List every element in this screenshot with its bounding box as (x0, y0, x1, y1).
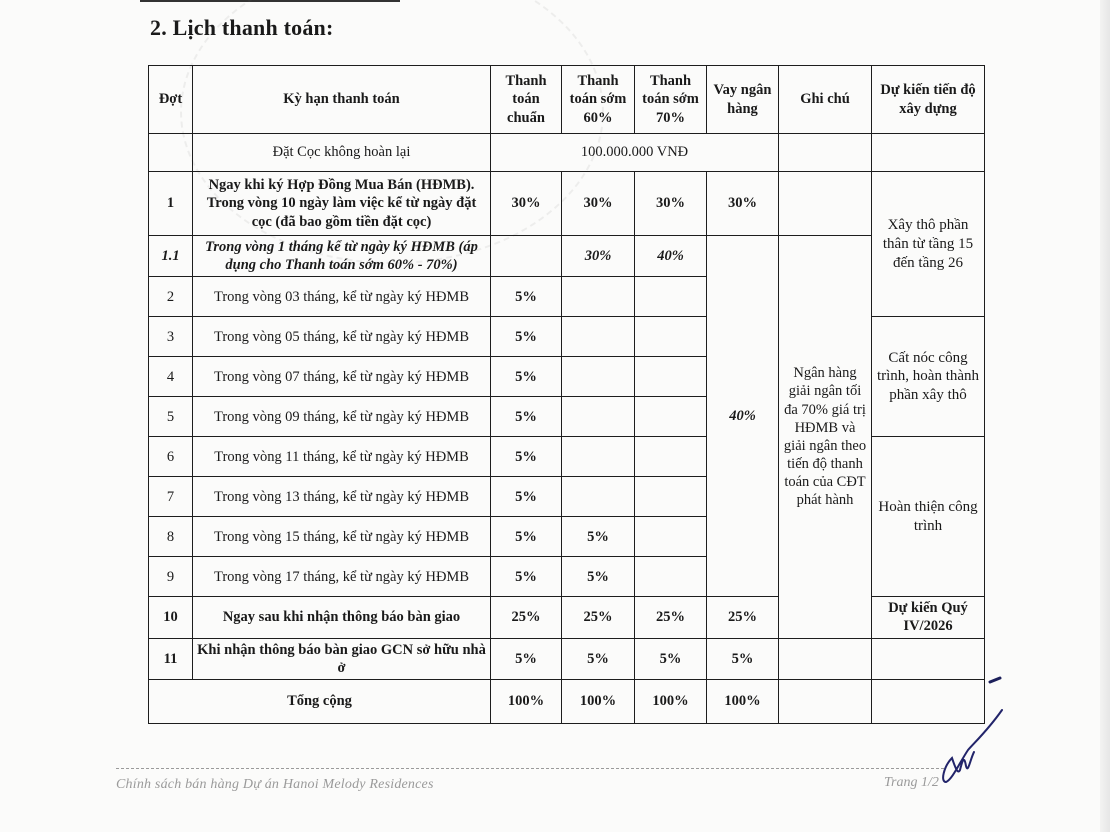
row-phase: 1.1 (149, 236, 193, 277)
row-early60 (562, 397, 635, 437)
row-term: Trong vòng 13 tháng, kể từ ngày ký HĐMB (193, 477, 491, 517)
row-note-empty (779, 172, 872, 236)
total-row (149, 679, 985, 723)
table-row (149, 236, 985, 277)
row-term: Trong vòng 15 tháng, kể từ ngày ký HĐMB (193, 517, 491, 557)
row-standard: 30% (491, 172, 562, 236)
header-row (149, 66, 985, 134)
row-standard: 5% (491, 277, 562, 317)
row-standard: 5% (491, 557, 562, 597)
row-standard: 5% (491, 357, 562, 397)
row-early60: 30% (562, 236, 635, 277)
header-note: Ghi chú (779, 66, 872, 134)
row-early60: 30% (562, 172, 635, 236)
row-standard: 5% (491, 638, 562, 679)
row-phase: 3 (149, 317, 193, 357)
row-phase: 2 (149, 277, 193, 317)
footer-page-number: Trang 1/2 (884, 775, 939, 790)
row-early60 (562, 317, 635, 357)
row-term: Ngay sau khi nhận thông báo bàn giao (193, 597, 491, 638)
row-bank-loan: 30% (707, 172, 779, 236)
row-term: Khi nhận thông báo bàn giao GCN sở hữu nhà ở (193, 638, 491, 679)
header-phase: Đợt (149, 66, 193, 134)
header-standard: Thanh toán chuẩn (491, 66, 562, 134)
row-term: Trong vòng 03 tháng, kể từ ngày ký HĐMB (193, 277, 491, 317)
row-term: Trong vòng 07 tháng, kể từ ngày ký HĐMB (193, 357, 491, 397)
row-standard: 25% (491, 597, 562, 638)
signature-icon (930, 670, 1010, 790)
row-early70 (635, 277, 707, 317)
row-early60: 5% (562, 557, 635, 597)
total-standard: 100% (491, 679, 562, 723)
progress-group-finishing: Hoàn thiện công trình (872, 437, 985, 597)
header-early60: Thanh toán sớm 60% (562, 66, 635, 134)
row-early70 (635, 357, 707, 397)
row-early60: 5% (562, 517, 635, 557)
row-phase: 6 (149, 437, 193, 477)
row-standard: 5% (491, 317, 562, 357)
row-phase: 10 (149, 597, 193, 638)
table-row (149, 172, 985, 236)
deposit-phase (149, 134, 193, 172)
row-early70 (635, 437, 707, 477)
header-term: Kỳ hạn thanh toán (193, 66, 491, 134)
total-label: Tổng cộng (149, 679, 491, 723)
row-early70: 5% (635, 638, 707, 679)
row-phase: 7 (149, 477, 193, 517)
row-early60: 25% (562, 597, 635, 638)
footer-document-title: Chính sách bán hàng Dự án Hanoi Melody Residences (116, 777, 434, 792)
row-early60: 5% (562, 638, 635, 679)
progress-group-rough-construction: Xây thô phần thân từ tầng 15 đến tầng 26 (872, 172, 985, 317)
row-early70: 30% (635, 172, 707, 236)
row-phase: 5 (149, 397, 193, 437)
row-early60 (562, 477, 635, 517)
note-merged: Ngân hàng giải ngân tối đa 70% giá trị HĐMB và giải ngân theo tiến độ thanh toán của CĐT phát hành (779, 236, 872, 639)
deposit-label: Đặt Cọc không hoàn lại (193, 134, 491, 172)
page-edge (1100, 0, 1110, 832)
deposit-note (779, 134, 872, 172)
row-term: Ngay khi ký Hợp Đồng Mua Bán (HĐMB). Trong vòng 10 ngày làm việc kể từ ngày đặt cọc (đã bao gồm tiền đặt cọc) (193, 172, 491, 236)
row-early70: 40% (635, 236, 707, 277)
row-standard: 5% (491, 517, 562, 557)
footer-divider (116, 768, 944, 769)
row-early70 (635, 317, 707, 357)
row-phase: 9 (149, 557, 193, 597)
row-phase: 1 (149, 172, 193, 236)
row-term: Trong vòng 05 tháng, kể từ ngày ký HĐMB (193, 317, 491, 357)
row-early70 (635, 397, 707, 437)
row-standard (491, 236, 562, 277)
row-early70 (635, 557, 707, 597)
row-early70 (635, 477, 707, 517)
section-title: 2. Lịch thanh toán: (150, 15, 334, 40)
deposit-row (149, 134, 985, 172)
bank-loan-merged: 40% (707, 236, 779, 597)
row-phase: 4 (149, 357, 193, 397)
row-early70: 25% (635, 597, 707, 638)
row-phase: 11 (149, 638, 193, 679)
row-term: Trong vòng 17 tháng, kể từ ngày ký HĐMB (193, 557, 491, 597)
deposit-amount: 100.000.000 VNĐ (491, 134, 779, 172)
row-bank-loan: 25% (707, 597, 779, 638)
total-bank-loan: 100% (707, 679, 779, 723)
payment-schedule-table (148, 65, 985, 724)
row-phase: 8 (149, 517, 193, 557)
total-note-empty (779, 679, 872, 723)
table-row (149, 638, 985, 679)
row-early60 (562, 277, 635, 317)
row-early70 (635, 517, 707, 557)
row-term: Trong vòng 1 tháng kể từ ngày ký HĐMB (áp dụng cho Thanh toán sớm 60% - 70%) (193, 236, 491, 277)
row-early60 (562, 357, 635, 397)
header-early70: Thanh toán sớm 70% (635, 66, 707, 134)
total-early60: 100% (562, 679, 635, 723)
total-early70: 100% (635, 679, 707, 723)
row-term: Trong vòng 11 tháng, kể từ ngày ký HĐMB (193, 437, 491, 477)
row-note-empty (779, 638, 872, 679)
row-standard: 5% (491, 477, 562, 517)
header-progress: Dự kiến tiến độ xây dựng (872, 66, 985, 134)
row-early60 (562, 437, 635, 477)
deposit-progress (872, 134, 985, 172)
row-term: Trong vòng 09 tháng, kể từ ngày ký HĐMB (193, 397, 491, 437)
row-standard: 5% (491, 397, 562, 437)
row-bank-loan: 5% (707, 638, 779, 679)
header-bank-loan: Vay ngân hàng (707, 66, 779, 134)
progress-group-topping-out: Cất nóc công trình, hoàn thành phần xây thô (872, 317, 985, 437)
top-rule (140, 0, 400, 2)
progress-group-handover: Dự kiến Quý IV/2026 (872, 597, 985, 638)
row-standard: 5% (491, 437, 562, 477)
